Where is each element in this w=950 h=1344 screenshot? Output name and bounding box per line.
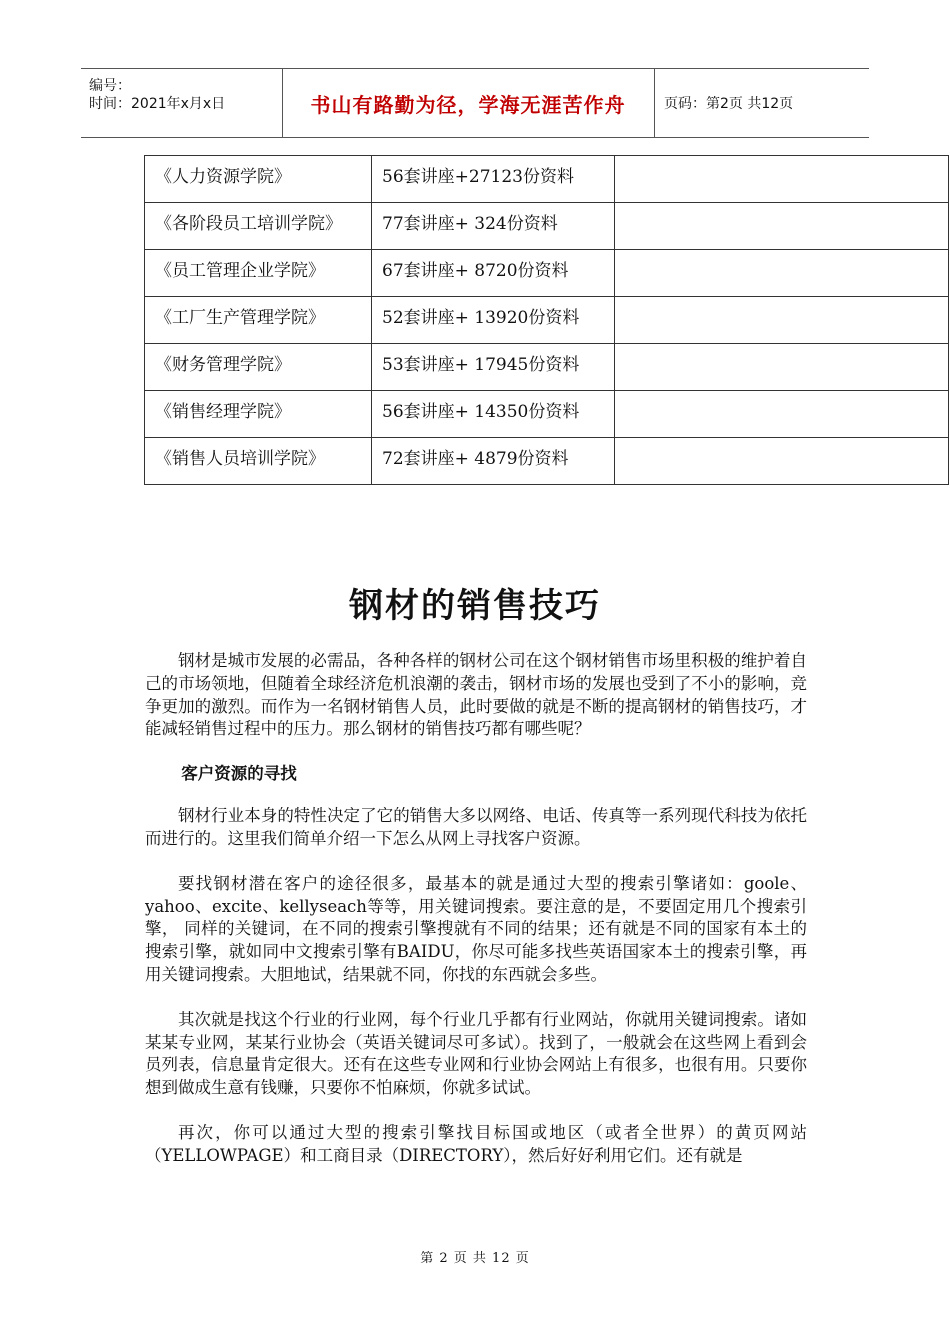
catalog-extra-cell (615, 438, 949, 485)
catalog-content-cell: 56套讲座+ 14350份资料 (372, 391, 615, 438)
catalog-name-cell: 《财务管理学院》 (145, 344, 372, 391)
header-page-cell (654, 69, 869, 137)
catalog-name-cell: 《员工管理企业学院》 (145, 250, 372, 297)
catalog-name-cell: 《各阶段员工培训学院》 (145, 203, 372, 250)
table-row (145, 250, 949, 297)
table-row (145, 203, 949, 250)
catalog-extra-cell (615, 250, 949, 297)
table-row (145, 438, 949, 485)
header-page-code: 页码：第2页 共12页 (664, 96, 794, 112)
article-body (145, 650, 807, 1190)
catalog-content-cell: 56套讲座+27123份资料 (372, 156, 615, 203)
article-title: 钢材的销售技巧 (349, 586, 601, 626)
catalog-content-cell: 53套讲座+ 17945份资料 (372, 344, 615, 391)
page-header (81, 68, 869, 138)
header-motto-cell (282, 69, 655, 137)
article-intro-paragraph: 钢材是城市发展的必需品，各种各样的钢材公司在这个钢材销售市场里积极的维护着自己的市场领地，但随着全球经济危机浪潮的袭击，钢材市场的发展也受到了不小的影响，竞争更加的激烈。而作为一名钢材销售人员，此时要做的就是不断的提高钢材的销售技巧，才能减轻销售过程中的压力。那么钢材的销售技巧都有哪些呢？ (145, 651, 807, 739)
article-paragraph: 其次就是找这个行业的行业网，每个行业几乎都有行业网站，你就用关键词搜索。诸如某某专业网，某某行业协会（英语关键词尽可多试）。找到了，一般就会在这些网上看到会员列表，信息量肯定很大。还有在这些专业网和行业协会网站上有很多，也很有用。只要你想到做成生意有钱赚，只要你不怕麻烦，你就多试试。 (145, 1009, 807, 1098)
catalog-extra-cell (615, 156, 949, 203)
table-row (145, 344, 949, 391)
article-paragraph: 再次，你可以通过大型的搜索引擎找目标国或地区（或者全世界）的黄页网站（YELLOWPAGE）和工商目录（DIRECTORY），然后好好利用它们。还有就是 (145, 1122, 807, 1165)
table-row (145, 391, 949, 438)
article-paragraph: 钢材行业本身的特性决定了它的销售大多以网络、电话、传真等一系列现代科技为依托而进行的。这里我们简单介绍一下怎么从网上寻找客户资源。 (145, 806, 807, 848)
catalog-name-cell: 《销售人员培训学院》 (145, 438, 372, 485)
table-row (145, 156, 949, 203)
page-footer: 第 2 页 共 12 页 (420, 1251, 530, 1266)
catalog-extra-cell (615, 344, 949, 391)
catalog-name-cell: 《销售经理学院》 (145, 391, 372, 438)
header-motto: 书山有路勤为径，学海无涯苦作舟 (310, 92, 626, 117)
catalog-extra-cell (615, 391, 949, 438)
document-date: 时间：2021年x月x日 (89, 96, 226, 112)
table-row (145, 297, 949, 344)
catalog-name-cell: 《工厂生产管理学院》 (145, 297, 372, 344)
section-heading: 客户资源的寻找 (181, 764, 297, 784)
catalog-content-cell: 77套讲座+ 324份资料 (372, 203, 615, 250)
catalog-content-cell: 72套讲座+ 4879份资料 (372, 438, 615, 485)
catalog-extra-cell (615, 297, 949, 344)
catalog-content-cell: 52套讲座+ 13920份资料 (372, 297, 615, 344)
article-paragraph: 要找钢材潜在客户的途径很多，最基本的就是通过大型的搜索引擎诸如：goole、yahoo、excite、kellyseach等等，用关键词搜索。要注意的是，不要固定用几个搜索引擎， 同样的关键词，在不同的搜索引擎搜就有不同的结果；还有就是不同的国家有本土的搜索引擎，就如同中文搜索引擎有BAIDU，你尽可能多找些英语国家本土的搜索引擎，再用关键词搜索。大胆地试，结果就不同，你找的东西就会多些。 (145, 873, 807, 984)
document-number-label: 编号： (89, 78, 131, 94)
header-meta-cell (81, 69, 283, 137)
catalog-table (144, 155, 949, 485)
catalog-extra-cell (615, 203, 949, 250)
catalog-name-cell: 《人力资源学院》 (145, 156, 372, 203)
catalog-content-cell: 67套讲座+ 8720份资料 (372, 250, 615, 297)
